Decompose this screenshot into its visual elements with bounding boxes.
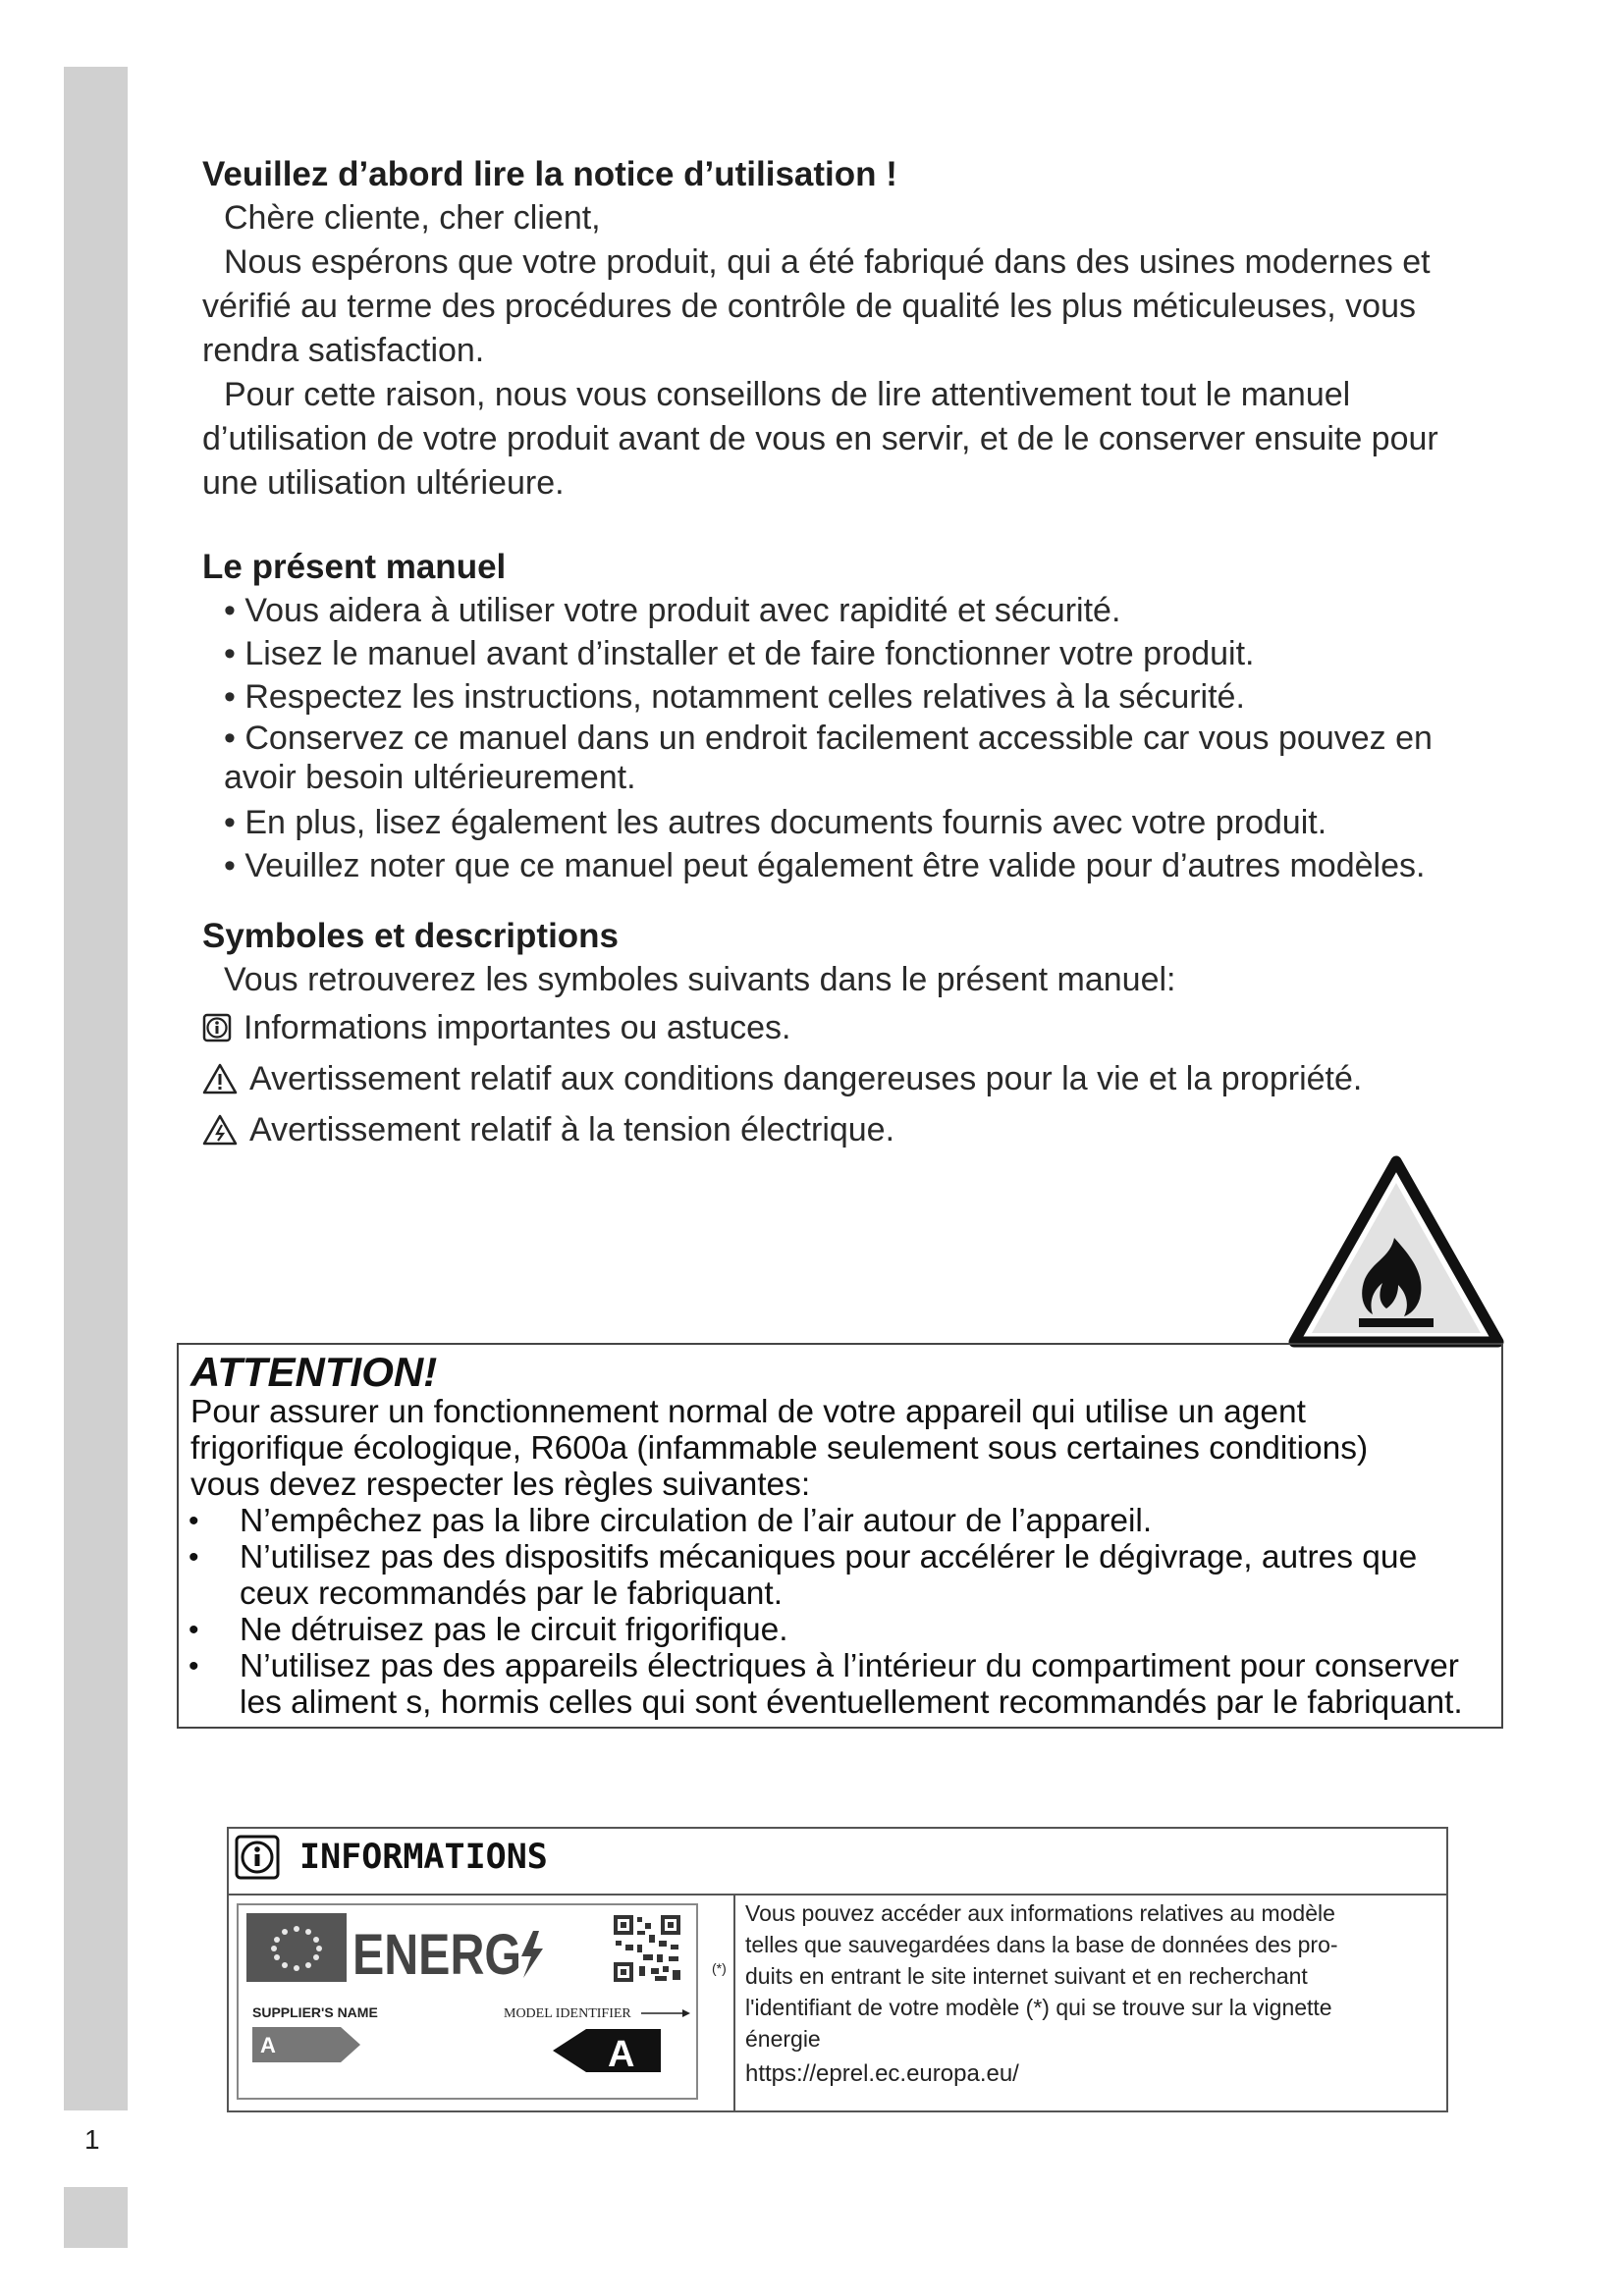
greeting: Chère cliente, cher client, bbox=[224, 199, 601, 237]
intro-paragraph-1: Nous espérons que votre produit, qui a été fabriqué dans des usines modernes et vérifié au terme des procédures de contrôle de qualité les plus méticuleuses, vous rendra satisfaction. bbox=[202, 243, 1431, 369]
page-side-bar-bottom bbox=[64, 2187, 128, 2248]
attention-item bbox=[190, 1503, 1489, 1539]
manual-item: • Lisez le manuel avant d’installer et de faire fonctionner votre produit. bbox=[224, 635, 1255, 672]
info-line: énergie bbox=[745, 2026, 821, 2052]
divider bbox=[229, 1894, 1446, 1896]
manual-item: • Vous aidera à utiliser votre produit avec rapidité et sécurité. bbox=[224, 592, 1121, 629]
informations-text bbox=[745, 1897, 1433, 2055]
symbol-electric-text: Avertissement relatif à la tension électrique. bbox=[249, 1111, 895, 1148]
warning-icon bbox=[202, 1063, 238, 1095]
page-number: 1 bbox=[84, 2124, 100, 2155]
energy-label-brand: ENERG bbox=[352, 1923, 521, 1987]
info-icon bbox=[235, 1835, 280, 1880]
attention-item-text: Ne détruisez pas le circuit frigorifique. bbox=[240, 1612, 788, 1648]
manual-item: • Respectez les instructions, notamment celles relatives à la sécurité. bbox=[224, 678, 1245, 716]
energy-class-big: A bbox=[608, 2034, 635, 2075]
attention-item-text: N’utilisez pas des dispositifs mécaniques pour accélérer le dégivrage, autres que bbox=[240, 1539, 1418, 1575]
lightning-icon bbox=[521, 1931, 543, 1978]
intro-heading: Veuillez d’abord lire la notice d’utilisation ! bbox=[202, 155, 897, 193]
main-content bbox=[202, 152, 1498, 1155]
attention-line: Pour assurer un fonctionnement normal de votre appareil qui utilise un agent bbox=[190, 1394, 1306, 1430]
manual-item: • Conservez ce manuel dans un endroit facilement accessible car vous pouvez en avoir besoin ultérieurement. bbox=[224, 720, 1433, 796]
electric-warning-icon bbox=[202, 1114, 238, 1146]
qr-code-icon bbox=[614, 1915, 680, 1982]
manual-heading: Le présent manuel bbox=[202, 548, 507, 586]
symbol-row-electric bbox=[202, 1104, 1498, 1155]
divider bbox=[733, 1894, 735, 2110]
attention-item bbox=[190, 1539, 1489, 1612]
attention-box bbox=[177, 1343, 1503, 1729]
symbol-warning-text: Avertissement relatif aux conditions dangereuses pour la vie et la propriété. bbox=[249, 1060, 1363, 1097]
manual-item: • Veuillez noter que ce manuel peut également être valide pour d’autres modèles. bbox=[224, 847, 1426, 884]
info-line: duits en entrant le site internet suivant et en recherchant bbox=[745, 1963, 1308, 1989]
attention-item bbox=[190, 1648, 1489, 1721]
model-identifier: MODEL IDENTIFIER bbox=[504, 2006, 631, 2021]
arrow-icon bbox=[682, 2009, 690, 2017]
eprel-link[interactable]: https://eprel.ec.europa.eu/ bbox=[745, 2060, 1019, 2087]
attention-item-text: ceux recommandés par le fabriquant. bbox=[240, 1575, 784, 1612]
supplier-name: SUPPLIER'S NAME bbox=[252, 2004, 378, 2020]
attention-item bbox=[190, 1612, 1489, 1648]
symbol-info-text: Informations importantes ou astuces. bbox=[244, 1009, 791, 1046]
energy-label bbox=[237, 1903, 698, 2100]
energy-label-graphic bbox=[239, 1905, 696, 2098]
page-side-bar bbox=[64, 67, 128, 2110]
informations-title: INFORMATIONS bbox=[299, 1838, 548, 1877]
info-icon bbox=[202, 1013, 232, 1042]
model-marker: (*) bbox=[712, 1960, 727, 1976]
symbol-row-warning bbox=[202, 1053, 1498, 1104]
attention-item-text: N’empêchez pas la libre circulation de l’air autour de l’appareil. bbox=[240, 1503, 1153, 1539]
energy-class-arrow-big bbox=[553, 2029, 661, 2072]
intro-paragraph-2: Pour cette raison, nous vous conseillons de lire attentivement tout le manuel d’utilisation de votre produit avant de vous en servir, et de le conserver ensuite pour une utilisation ultérieure. bbox=[202, 376, 1438, 502]
attention-title: ATTENTION! bbox=[190, 1349, 438, 1395]
attention-item-text: les aliment s, hormis celles qui sont éventuellement recommandés par le fabriquant. bbox=[240, 1684, 1463, 1721]
attention-line: frigorifique écologique, R600a (infammable seulement sous certaines conditions) bbox=[190, 1430, 1369, 1467]
symbols-heading: Symboles et descriptions bbox=[202, 917, 620, 955]
manual-list bbox=[202, 589, 1498, 887]
info-line: l'identifiant de votre modèle (*) qui se trouve sur la vignette bbox=[745, 1995, 1332, 2020]
informations-header bbox=[235, 1835, 548, 1880]
info-line: Vous pouvez accéder aux informations relatives au modèle bbox=[745, 1900, 1335, 1926]
symbols-intro: Vous retrouverez les symboles suivants dans le présent manuel: bbox=[224, 961, 1176, 998]
attention-list bbox=[190, 1503, 1489, 1721]
manual-item: • En plus, lisez également les autres documents fournis avec votre produit. bbox=[224, 804, 1327, 841]
attention-line: vous devez respecter les règles suivantes: bbox=[190, 1467, 811, 1503]
flammable-warning-icon bbox=[1288, 1155, 1504, 1348]
eu-flag-icon bbox=[246, 1913, 347, 1982]
info-line: telles que sauvegardées dans la base de données des pro- bbox=[745, 1932, 1338, 1957]
symbol-row-info bbox=[202, 1002, 1498, 1053]
energy-class-small: A bbox=[260, 2033, 276, 2057]
informations-box bbox=[227, 1827, 1448, 2112]
attention-item-text: N’utilisez pas des appareils électriques à l’intérieur du compartiment pour conserver bbox=[240, 1648, 1459, 1684]
